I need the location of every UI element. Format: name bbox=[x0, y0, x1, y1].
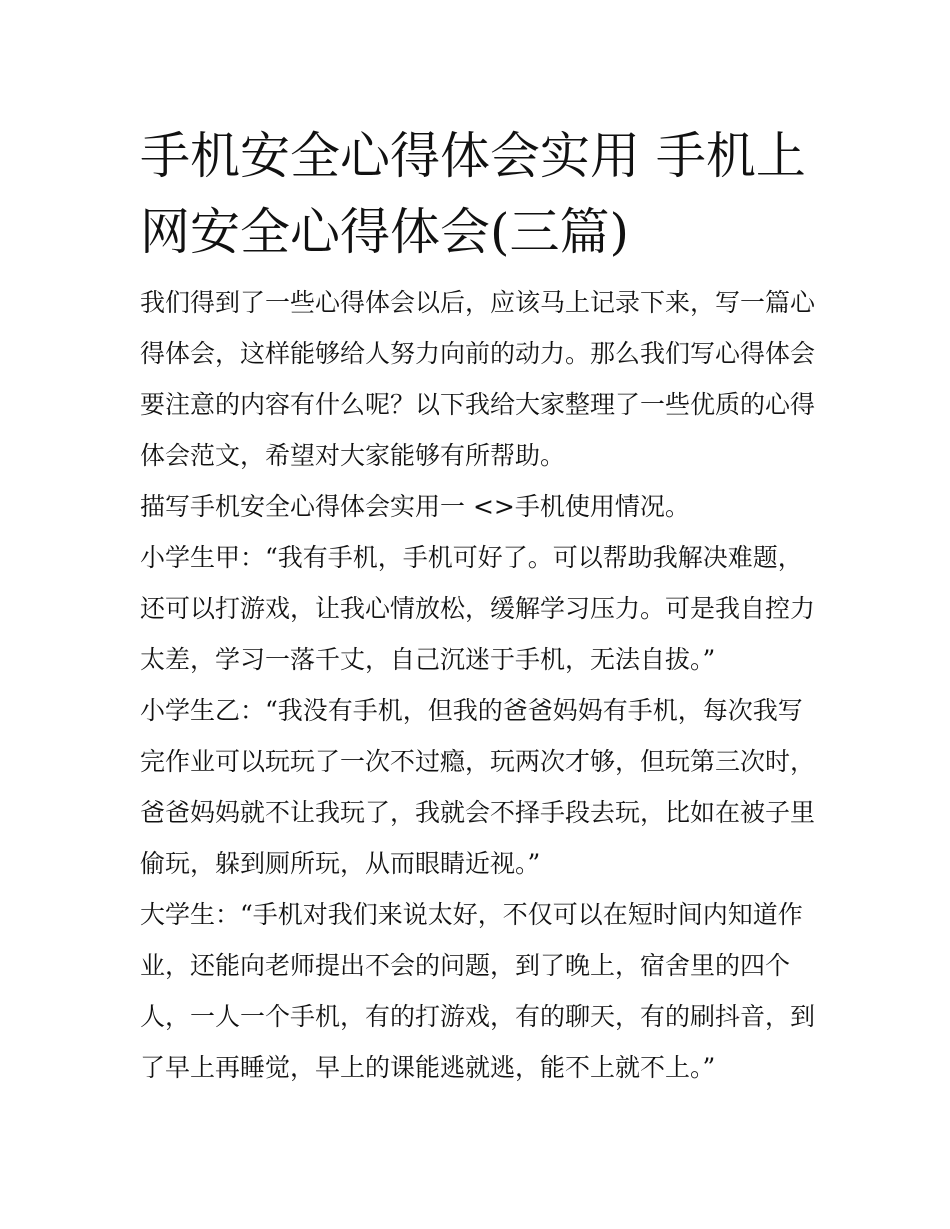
text-line: 还可以打游戏，让我心情放松，缓解学习压力。可是我自控力 bbox=[140, 594, 816, 623]
text-line: 体会范文，希望对大家能够有所帮助。 bbox=[140, 441, 566, 470]
text-line: 了早上再睡觉，早上的课能逃就逃，能不上就不上。” bbox=[140, 1053, 716, 1082]
document-body bbox=[140, 277, 820, 1093]
text-line: 描写手机安全心得体会实用一 <>手机使用情况。 bbox=[140, 492, 690, 521]
text-line: 小学生甲：“我有手机，手机可好了。可以帮助我解决难题， bbox=[140, 543, 803, 572]
text-line: 业，还能向老师提出不会的问题，到了晚上，宿舍里的四个 bbox=[140, 951, 791, 980]
title-line: 网安全心得体会(三篇) bbox=[140, 203, 630, 261]
college-student-paragraph bbox=[140, 889, 820, 1093]
text-line: 小学生乙：“我没有手机，但我的爸爸妈妈有手机，每次我写 bbox=[140, 696, 803, 725]
pupil-b-paragraph bbox=[140, 685, 820, 889]
text-line: 得体会，这样能够给人努力向前的动力。那么我们写心得体会 bbox=[140, 339, 816, 368]
text-line: 偷玩，躲到厕所玩，从而眼睛近视。” bbox=[140, 849, 541, 878]
intro-paragraph bbox=[140, 277, 820, 481]
document-title bbox=[140, 118, 820, 270]
text-line: 完作业可以玩玩了一次不过瘾，玩两次才够，但玩第三次时， bbox=[140, 747, 816, 776]
text-line: 我们得到了一些心得体会以后，应该马上记录下来，写一篇心 bbox=[140, 288, 816, 317]
text-line: 大学生：“手机对我们来说太好，不仅可以在短时间内知道作 bbox=[140, 900, 803, 929]
pupil-a-paragraph bbox=[140, 532, 820, 685]
text-line: 人，一人一个手机，有的打游戏，有的聊天，有的刷抖音，到 bbox=[140, 1002, 816, 1031]
section-heading-paragraph bbox=[140, 481, 820, 532]
text-line: 爸爸妈妈就不让我玩了，我就会不择手段去玩，比如在被子里 bbox=[140, 798, 816, 827]
title-line: 手机安全心得体会实用 手机上 bbox=[140, 127, 806, 185]
text-line: 要注意的内容有什么呢？以下我给大家整理了一些优质的心得 bbox=[140, 390, 816, 419]
text-line: 太差，学习一落千丈，自己沉迷于手机，无法自拔。” bbox=[140, 645, 716, 674]
